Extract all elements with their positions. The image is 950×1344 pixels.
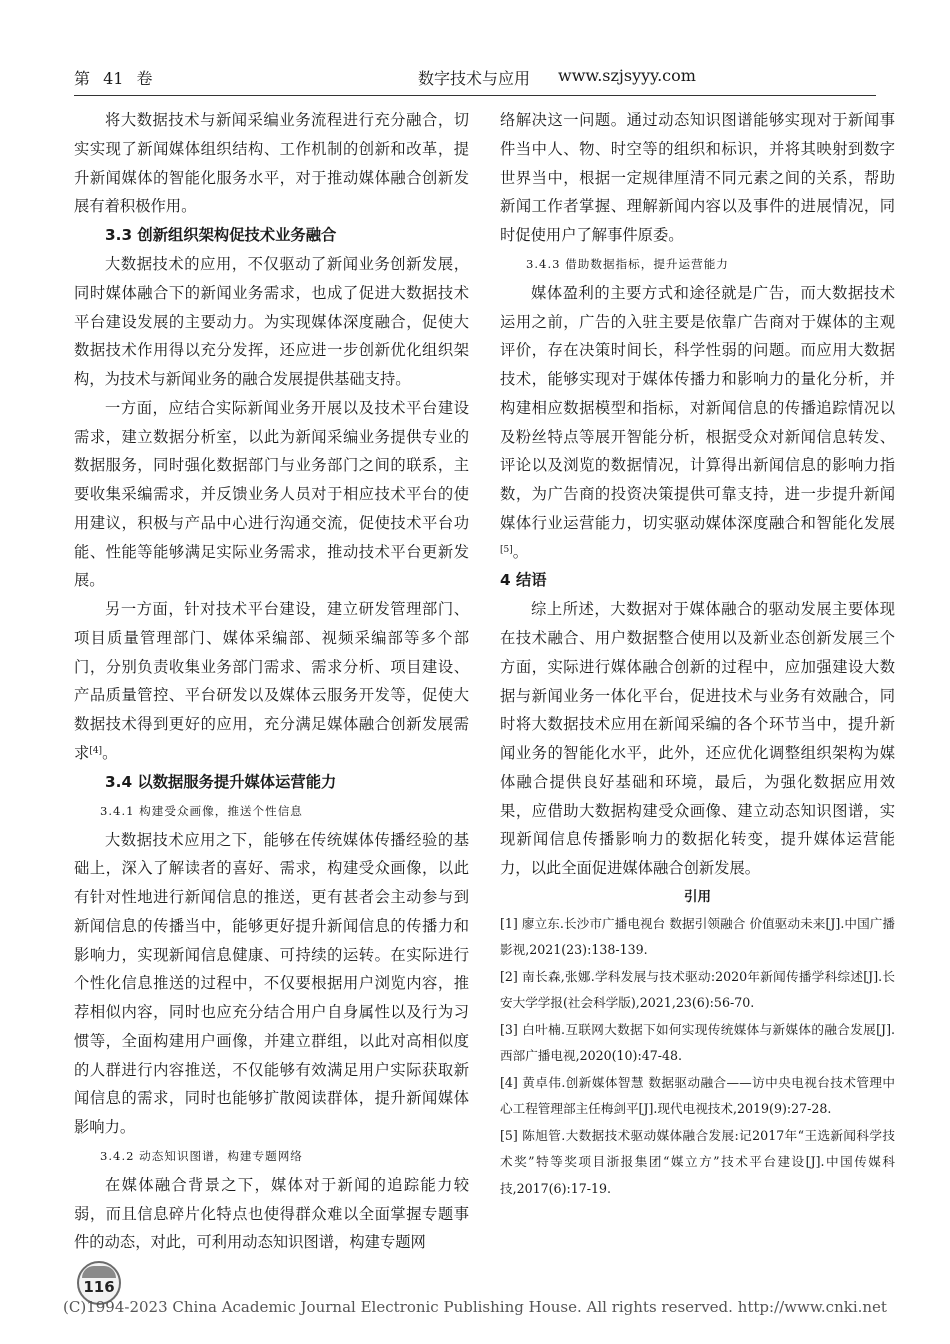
paragraph-text: 媒体盈利的主要方式和途径就是广告，而大数据技术运用之前，广告的入驻主要是依靠广告商对于媒体的主观评价，存在决策时间长，科学性弱的问题。而应用大数据技术，能够实现对于媒体传播力和影响力的量化分析，并构建相应数据模型和指标，对新闻信息的传播追踪情况以及粉丝特点等展开智能分析，根据受众对新闻信息转发、评论以及浏览的数据情况，计算得出新闻信息的影响力指数，为广告商的投资决策提供可靠支持，进一步提升新闻媒体行业运营能力，切实驱动媒体深度融合和智能化发展 bbox=[500, 283, 895, 532]
paragraph-text: 另一方面，针对技术平台建设，建立研发管理部门、项目质量管理部门、媒体采编部、视频采编部等多个部门，分别负责收集业务部门需求、需求分析、项目建设、产品质量管控、平台研发以及媒体云服务开发等，促使大数据技术得到更好的应用，充分满足媒体融合创新发展需求 bbox=[74, 600, 469, 762]
paragraph-continued: 络解决这一问题。通过动态知识图谱能够实现对于新闻事件当中人、物、时空等的组织和标识，并将其映射到数字世界当中，根据一定规律厘清不同元素之间的关系，帮助新闻工作者掌握、理解新闻内容以及事件的进展情况，同时促使用户了解事件原委。 bbox=[500, 111, 895, 244]
paragraph-end: 。 bbox=[512, 542, 529, 561]
paragraph: 综上所述，大数据对于媒体融合的驱动发展主要体现在技术融合、用户数据整合使用以及新业态创新发展三个方面，实际进行媒体融合创新的过程中，应加强建设大数据与新闻业务一体化平台，促进技术与业务有效融合，同时将大数据技术应用在新闻采编的各个环节当中，提升新闻业务的智能化水平，此外，还应优化调整组织架构为媒体融合提供良好基础和环境，最后，为强化数据应用效果，应借助大数据构建受众画像、建立动态知识图谱，实现新闻信息传播影响力的数据化转变，提升媒体运营能力，以此全面促进媒体融合创新发展。 bbox=[500, 600, 895, 877]
paragraph: 大数据技术的应用，不仅驱动了新闻业务创新发展，同时媒体融合下的新闻业务需求，也成了促进大数据技术平台建设发展的主要动力。为实现媒体深度融合，促使大数据技术作用得以充分发挥，还应进一步创新优化组织架构，为技术与新闻业务的融合发展提供基础支持。 bbox=[74, 255, 469, 388]
subsection-heading-3-4-1: 3.4.1 构建受众画像，推送个性信息 bbox=[100, 803, 303, 818]
section-heading-3-3: 3.3 创新组织架构促技术业务融合 bbox=[105, 226, 337, 244]
subsection-heading-3-4-2: 3.4.2 动态知识图谱，构建专题网络 bbox=[100, 1148, 303, 1163]
paragraph: 将大数据技术与新闻采编业务流程进行充分融合，切实实现了新闻媒体组织结构、工作机制的创新和改革，提升新闻媒体的智能化服务水平，对于推动媒体融合创新发展有着积极作用。 bbox=[74, 111, 469, 216]
running-header bbox=[74, 66, 876, 92]
left-column bbox=[74, 106, 469, 1257]
citation-5[interactable]: [5] bbox=[500, 544, 513, 555]
volume-label: 第 41 卷 bbox=[74, 69, 153, 88]
paragraph bbox=[500, 279, 895, 567]
references-title: 引用 bbox=[684, 888, 711, 905]
reference-item: [4] 黄卓伟.创新媒体智慧 数据驱动融合——访中央电视台技术管理中心工程管理部主任梅剑平[J].现代电视技术,2019(9):27-28. bbox=[500, 1074, 895, 1117]
paragraph: 大数据技术应用之下，能够在传统媒体传播经验的基础上，深入了解读者的喜好、需求，构建受众画像，以此有针对性地进行新闻信息的推送，更有甚者会主动参与到新闻信息的传播当中，能够更好提升新闻信息的传播力和影响力，实现新闻信息健康、可持续的运转。在实际进行个性化信息推送的过程中，不仅要根据用户浏览内容，推荐相似内容，同时也应充分结合用户自身属性以及行为习惯等，全面构建用户画像，并建立群组，以此对高相似度的人群进行内容推送，不仅能够有效满足用户实际获取新闻信息的需求，同时也能够扩散阅读群体，提升新闻媒体影响力。 bbox=[74, 830, 469, 1136]
paragraph bbox=[74, 595, 469, 768]
section-heading-4: 4 结语 bbox=[500, 571, 547, 590]
reference-item: [3] 白叶楠.互联网大数据下如何实现传统媒体与新媒体的融合发展[J].西部广播电视,2020(10):47-48. bbox=[500, 1021, 895, 1064]
reference-item: [5] 陈旭管.大数据技术驱动媒体融合发展:记2017年“王选新闻科学技术奖”特等奖项目浙报集团“媒立方”技术平台建设[J].中国传媒科技,2017(6):17-19. bbox=[500, 1127, 895, 1196]
subsection-heading-3-4-3: 3.4.3 借助数据指标，提升运营能力 bbox=[526, 256, 729, 271]
journal-name: 数字技术与应用 bbox=[418, 69, 531, 88]
reference-item: [1] 廖立东.长沙市广播电视台 数据引领融合 价值驱动未来[J].中国广播影视,2021(23):138-139. bbox=[500, 915, 895, 958]
paragraph: 在媒体融合背景之下，媒体对于新闻的追踪能力较弱，而且信息碎片化特点也使得群众难以全面掌握专题事件的动态，对此，可利用动态知识图谱，构建专题网 bbox=[74, 1175, 469, 1252]
paragraph: 一方面，应结合实际新闻业务开展以及技术平台建设需求，建立数据分析室，以此为新闻采编业务提供专业的数据服务，同时强化数据部门与业务部门之间的联系，主要收集采编需求，并反馈业务人员对于相应技术平台的使用建议，积极与产品中心进行沟通交流，促使技术平台功能、性能等能够满足实际业务需求，推动技术平台更新发展。 bbox=[74, 398, 469, 590]
reference-item: [2] 南长森,张娜.学科发展与技术驱动:2020年新闻传播学科综述[J].长安大学学报(社会科学版),2021,23(6):56-70. bbox=[500, 968, 895, 1011]
header-rule bbox=[74, 95, 876, 96]
section-heading-3-4: 3.4 以数据服务提升媒体运营能力 bbox=[105, 772, 337, 791]
page-number: 116 bbox=[83, 1278, 115, 1296]
badge-arc-icon bbox=[82, 1266, 116, 1278]
citation-4[interactable]: [4] bbox=[89, 745, 103, 756]
right-column bbox=[500, 106, 895, 1202]
paragraph-end: 。 bbox=[102, 743, 118, 762]
copyright-footer: (C)1994-2023 China Academic Journal Electronic Publishing House. All rights reserved. http://www.cnki.net bbox=[63, 1298, 887, 1316]
journal-website[interactable]: www.szjsyyy.com bbox=[558, 66, 696, 85]
